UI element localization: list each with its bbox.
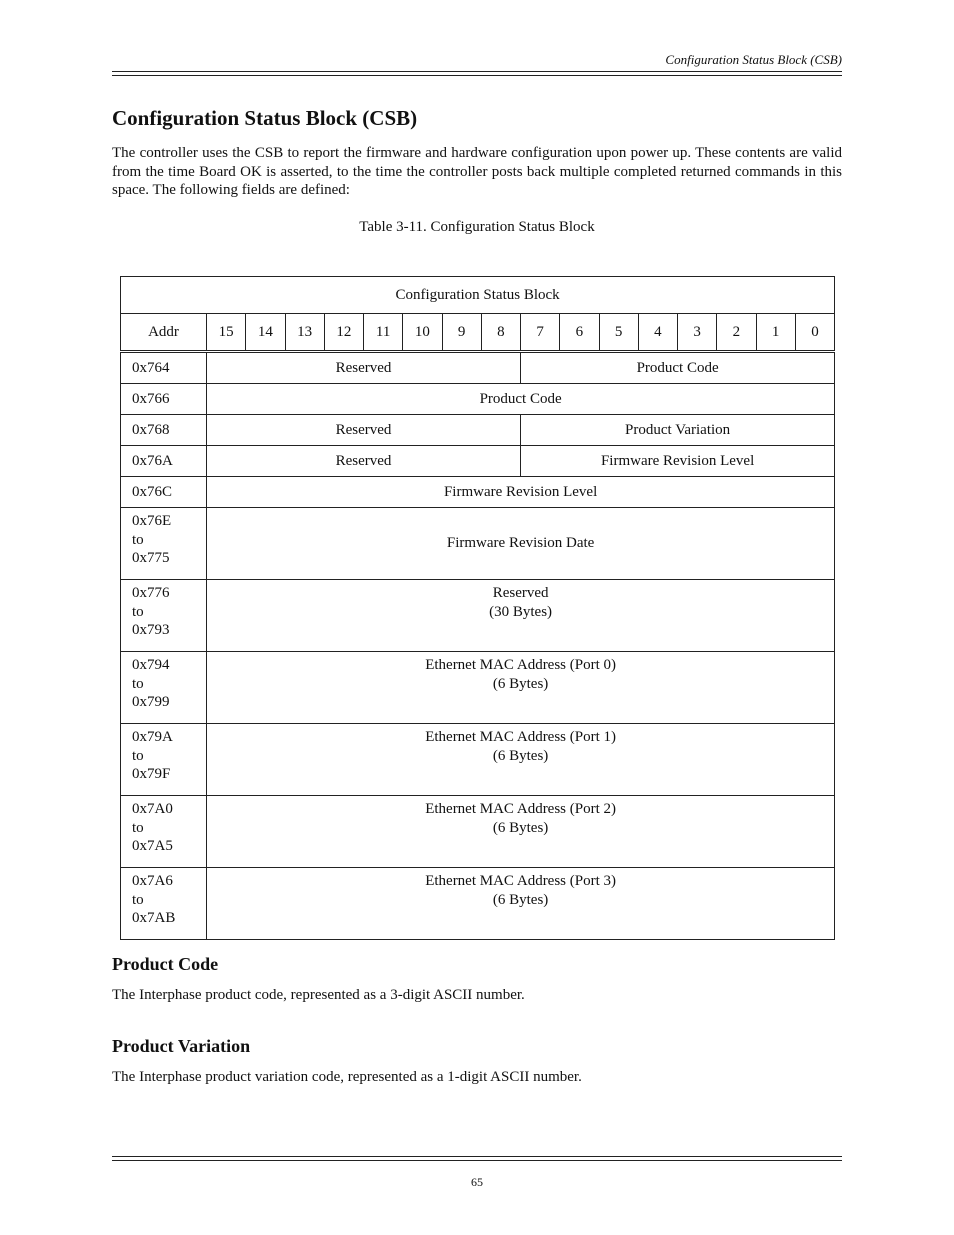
addr-end: 0x79F	[132, 766, 171, 782]
bit-header: 7	[521, 314, 560, 352]
field-high-byte: Reserved	[207, 352, 521, 384]
field-full-word	[207, 580, 835, 652]
addr-to: to	[132, 603, 144, 620]
field-full-word	[207, 868, 835, 940]
field-name: Ethernet MAC Address (Port 2)	[425, 801, 617, 817]
table-row	[121, 352, 835, 384]
table-row	[121, 477, 835, 508]
running-header: Configuration Status Block (CSB)	[665, 52, 842, 67]
bit-header: 4	[638, 314, 677, 352]
addr-range-cell	[121, 724, 207, 796]
footer-rule-double	[112, 1160, 842, 1161]
bit-header: 5	[599, 314, 638, 352]
bit-header: 15	[207, 314, 246, 352]
table-row	[121, 384, 835, 415]
table-row	[121, 446, 835, 477]
bit-header: 6	[560, 314, 599, 352]
table-row	[121, 580, 835, 652]
bit-header: 1	[756, 314, 795, 352]
intro-paragraph: The controller uses the CSB to report the firmware and hardware configuration upon power up. These contents are valid from the time Board OK is asserted, to the time the controller posts back multiple completed returned commands in this space. The following fields are defined:	[112, 145, 842, 198]
header-rule	[112, 71, 842, 72]
addr-range-cell	[121, 868, 207, 940]
field-name: Ethernet MAC Address (Port 0)	[425, 657, 617, 673]
addr-end: 0x799	[132, 694, 170, 710]
addr-start: 0x794	[132, 657, 170, 673]
addr-cell: 0x76C	[121, 477, 207, 508]
addr-range-cell	[121, 508, 207, 580]
table-caption: Table 3-11. Configuration Status Block	[359, 219, 595, 235]
field-high-byte: Reserved	[207, 415, 521, 446]
product-variation-heading: Product Variation	[112, 1036, 251, 1056]
field-full-word	[207, 796, 835, 868]
field-size: (30 Bytes)	[489, 603, 553, 620]
addr-cell: 0x766	[121, 384, 207, 415]
header-rule-double	[112, 75, 842, 76]
addr-cell: 0x76A	[121, 446, 207, 477]
addr-start: 0x79A	[132, 729, 173, 745]
addr-range-cell	[121, 652, 207, 724]
field-size: (6 Bytes)	[492, 675, 549, 692]
bit-header: 8	[481, 314, 520, 352]
field-full-word	[207, 652, 835, 724]
addr-end: 0x7AB	[132, 910, 176, 926]
field-high-byte: Reserved	[207, 446, 521, 477]
field-low-byte: Firmware Revision Level	[521, 446, 835, 477]
table-title: Configuration Status Block	[121, 277, 835, 314]
field-full-word	[207, 724, 835, 796]
addr-end: 0x7A5	[132, 838, 173, 854]
bit-header: 3	[678, 314, 717, 352]
field-size: (6 Bytes)	[492, 747, 549, 764]
field-low-byte: Product Variation	[521, 415, 835, 446]
field-full-word: Firmware Revision Date	[207, 508, 835, 580]
field-full-word: Product Code	[207, 384, 835, 415]
addr-start: 0x76E	[132, 513, 172, 529]
field-full-word: Firmware Revision Level	[207, 477, 835, 508]
addr-end: 0x793	[132, 622, 170, 638]
page-number: 65	[471, 1175, 483, 1189]
addr-to: to	[132, 531, 144, 548]
product-code-heading: Product Code	[112, 954, 219, 974]
table-row	[121, 508, 835, 580]
bit-header: 10	[403, 314, 442, 352]
product-code-text: The Interphase product code, represented as a 3-digit ASCII number.	[112, 987, 525, 1003]
bit-header: 12	[324, 314, 363, 352]
csb-table	[120, 276, 835, 940]
bit-header: 14	[246, 314, 285, 352]
field-name: Ethernet MAC Address (Port 1)	[425, 729, 617, 745]
addr-range-cell	[121, 580, 207, 652]
addr-start: 0x7A6	[132, 873, 173, 889]
addr-to: to	[132, 747, 144, 764]
bit-header: 11	[364, 314, 403, 352]
addr-range-cell	[121, 796, 207, 868]
addr-start: 0x7A0	[132, 801, 173, 817]
addr-end: 0x775	[132, 550, 170, 566]
bit-header: 2	[717, 314, 756, 352]
addr-column-header: Addr	[121, 314, 207, 352]
section-title: Configuration Status Block (CSB)	[112, 106, 418, 130]
product-variation-text: The Interphase product variation code, represented as a 1-digit ASCII number.	[112, 1069, 582, 1085]
bit-header: 0	[795, 314, 834, 352]
addr-cell: 0x768	[121, 415, 207, 446]
field-low-byte: Product Code	[521, 352, 835, 384]
addr-to: to	[132, 819, 144, 836]
field-size: (6 Bytes)	[492, 891, 549, 908]
addr-cell: 0x764	[121, 352, 207, 384]
footer-rule	[112, 1156, 842, 1157]
table-row	[121, 652, 835, 724]
addr-to: to	[132, 675, 144, 692]
bit-header: 9	[442, 314, 481, 352]
table-row	[121, 796, 835, 868]
table-row	[121, 868, 835, 940]
addr-to: to	[132, 891, 144, 908]
addr-start: 0x776	[132, 585, 170, 601]
bit-header: 13	[285, 314, 324, 352]
field-size: (6 Bytes)	[492, 819, 549, 836]
field-name: Ethernet MAC Address (Port 3)	[425, 873, 617, 889]
table-row	[121, 415, 835, 446]
field-name: Reserved	[492, 585, 549, 601]
table-row	[121, 724, 835, 796]
